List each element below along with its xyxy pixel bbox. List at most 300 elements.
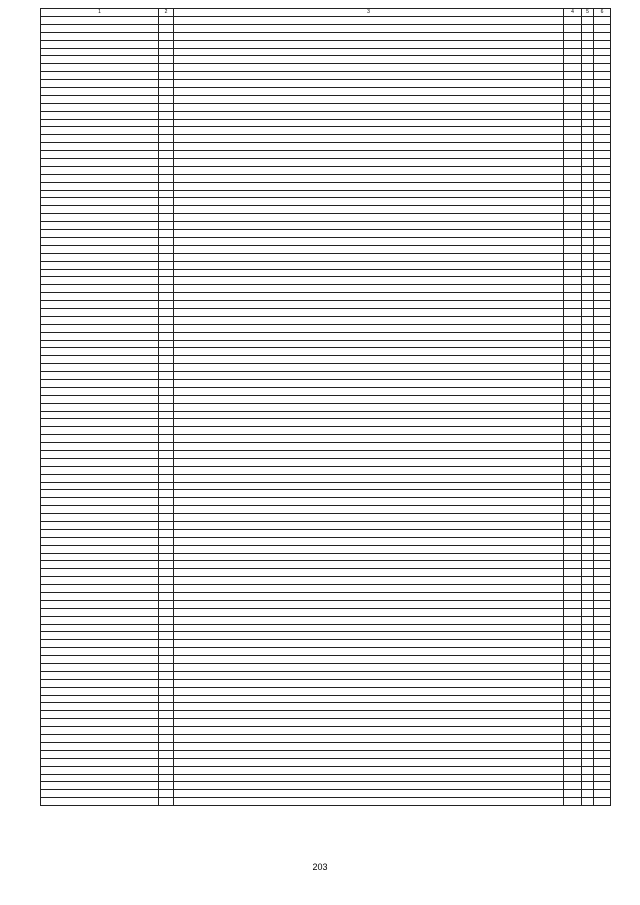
table-cell [159, 80, 174, 88]
table-cell [594, 245, 611, 253]
table-cell [41, 80, 159, 88]
table-cell [174, 253, 564, 261]
table-row [41, 293, 611, 301]
table-row [41, 119, 611, 127]
table-cell [564, 269, 582, 277]
table-cell [594, 364, 611, 372]
table-cell [159, 379, 174, 387]
table-cell [582, 664, 594, 672]
table-row [41, 490, 611, 498]
table-row [41, 687, 611, 695]
table-cell [41, 593, 159, 601]
table-cell [564, 206, 582, 214]
table-cell [564, 411, 582, 419]
table-cell [594, 237, 611, 245]
table-cell [174, 561, 564, 569]
table-cell [159, 95, 174, 103]
table-row [41, 88, 611, 96]
table-cell [564, 458, 582, 466]
table-row [41, 782, 611, 790]
table-cell [582, 703, 594, 711]
table-cell [594, 340, 611, 348]
table-row [41, 482, 611, 490]
table-cell [174, 727, 564, 735]
table-row [41, 577, 611, 585]
table-cell [582, 608, 594, 616]
table-cell [594, 174, 611, 182]
table-cell [564, 356, 582, 364]
table-row [41, 135, 611, 143]
table-row [41, 379, 611, 387]
table-cell [41, 24, 159, 32]
table-cell [174, 514, 564, 522]
table-cell [582, 356, 594, 364]
table-cell [174, 593, 564, 601]
table-row [41, 411, 611, 419]
table-cell [564, 293, 582, 301]
table-row [41, 348, 611, 356]
table-cell [564, 506, 582, 514]
table-cell [564, 561, 582, 569]
table-cell [582, 24, 594, 32]
table-cell [582, 261, 594, 269]
table-row [41, 671, 611, 679]
table-cell [159, 474, 174, 482]
table-cell [594, 135, 611, 143]
table-cell [564, 790, 582, 798]
table-cell [174, 474, 564, 482]
table-cell [582, 593, 594, 601]
table-cell [582, 735, 594, 743]
table-cell [41, 443, 159, 451]
table-cell [41, 198, 159, 206]
table-cell [564, 324, 582, 332]
table-cell [174, 403, 564, 411]
table-cell [564, 600, 582, 608]
table-cell [174, 553, 564, 561]
table-cell [564, 774, 582, 782]
table-row [41, 798, 611, 806]
table-cell [41, 277, 159, 285]
table-cell [159, 774, 174, 782]
table-cell [582, 695, 594, 703]
table-cell [174, 222, 564, 230]
table-cell [582, 364, 594, 372]
table-cell [159, 143, 174, 151]
table-cell [564, 593, 582, 601]
table-cell [41, 340, 159, 348]
table-cell [564, 735, 582, 743]
table-cell [564, 443, 582, 451]
table-cell [564, 103, 582, 111]
table-cell [594, 593, 611, 601]
table-cell [159, 395, 174, 403]
table-cell [582, 269, 594, 277]
table-cell [564, 616, 582, 624]
table-cell [159, 324, 174, 332]
table-cell [159, 174, 174, 182]
table-cell [594, 711, 611, 719]
table-cell [582, 64, 594, 72]
table-row [41, 632, 611, 640]
table-cell [594, 206, 611, 214]
table-cell [594, 648, 611, 656]
table-cell [594, 261, 611, 269]
table-cell [564, 450, 582, 458]
table-cell [582, 237, 594, 245]
table-cell [564, 17, 582, 25]
table-cell [582, 324, 594, 332]
table-cell [174, 395, 564, 403]
table-row [41, 529, 611, 537]
table-cell [582, 624, 594, 632]
table-cell [174, 687, 564, 695]
table-cell [41, 648, 159, 656]
table-cell [582, 119, 594, 127]
table-cell [41, 585, 159, 593]
table-cell [41, 482, 159, 490]
table-row [41, 95, 611, 103]
table-cell [41, 48, 159, 56]
table-cell [582, 72, 594, 80]
table-row [41, 356, 611, 364]
table-cell [174, 135, 564, 143]
table-row [41, 151, 611, 159]
table-cell [582, 482, 594, 490]
table-cell [41, 616, 159, 624]
table-row [41, 127, 611, 135]
table-cell [174, 379, 564, 387]
table-cell [41, 577, 159, 585]
table-cell [41, 522, 159, 530]
table-cell [41, 656, 159, 664]
table-cell [41, 387, 159, 395]
col-header: 2 [159, 9, 174, 17]
table-cell [564, 95, 582, 103]
table-cell [594, 24, 611, 32]
table-cell [174, 632, 564, 640]
table-cell [594, 119, 611, 127]
table-cell [41, 450, 159, 458]
table-cell [41, 127, 159, 135]
table-cell [159, 88, 174, 96]
table-row [41, 174, 611, 182]
table-cell [41, 529, 159, 537]
table-cell [159, 616, 174, 624]
table-cell [174, 166, 564, 174]
table-cell [564, 64, 582, 72]
table-cell [582, 790, 594, 798]
table-cell [174, 332, 564, 340]
table-cell [564, 679, 582, 687]
table-cell [582, 727, 594, 735]
table-cell [564, 632, 582, 640]
table-cell [564, 316, 582, 324]
table-cell [174, 293, 564, 301]
table-cell [174, 569, 564, 577]
table-cell [582, 206, 594, 214]
table-cell [159, 245, 174, 253]
table-cell [594, 490, 611, 498]
table-cell [41, 561, 159, 569]
table-cell [582, 719, 594, 727]
table-cell [564, 159, 582, 167]
table-cell [594, 308, 611, 316]
table-row [41, 48, 611, 56]
table-cell [594, 56, 611, 64]
table-row [41, 419, 611, 427]
table-cell [594, 695, 611, 703]
table-cell [582, 395, 594, 403]
table-row [41, 301, 611, 309]
table-row [41, 735, 611, 743]
table-cell [564, 514, 582, 522]
table-cell [594, 435, 611, 443]
table-cell [174, 458, 564, 466]
table-cell [159, 277, 174, 285]
table-cell [159, 316, 174, 324]
table-row [41, 450, 611, 458]
table-cell [594, 466, 611, 474]
table-cell [41, 159, 159, 167]
table-cell [159, 450, 174, 458]
table-cell [582, 798, 594, 806]
table-cell [159, 482, 174, 490]
table-cell [564, 703, 582, 711]
table-cell [594, 293, 611, 301]
table-cell [564, 214, 582, 222]
table-cell [564, 782, 582, 790]
table-cell [564, 656, 582, 664]
table-cell [41, 742, 159, 750]
table-row [41, 32, 611, 40]
table-row [41, 372, 611, 380]
table-cell [41, 466, 159, 474]
table-row [41, 553, 611, 561]
table-cell [174, 24, 564, 32]
table-cell [582, 17, 594, 25]
table-row [41, 24, 611, 32]
table-cell [582, 640, 594, 648]
table-row [41, 522, 611, 530]
table-cell [159, 230, 174, 238]
table-cell [159, 632, 174, 640]
table-cell [594, 703, 611, 711]
table-cell [594, 553, 611, 561]
table-cell [594, 474, 611, 482]
table-row [41, 403, 611, 411]
table-cell [564, 545, 582, 553]
table-cell [564, 695, 582, 703]
table-cell [41, 32, 159, 40]
table-cell [582, 774, 594, 782]
table-cell [159, 664, 174, 672]
table-cell [174, 48, 564, 56]
table-cell [174, 774, 564, 782]
table-cell [594, 450, 611, 458]
table-cell [159, 458, 174, 466]
table-cell [159, 648, 174, 656]
table-cell [594, 103, 611, 111]
table-cell [564, 490, 582, 498]
table-cell [41, 766, 159, 774]
table-cell [564, 435, 582, 443]
table-cell [174, 245, 564, 253]
table-cell [174, 443, 564, 451]
table-cell [41, 569, 159, 577]
table-cell [174, 490, 564, 498]
table-cell [594, 395, 611, 403]
table-cell [159, 135, 174, 143]
table-cell [582, 95, 594, 103]
table-row [41, 758, 611, 766]
table-cell [564, 48, 582, 56]
table-cell [594, 301, 611, 309]
col-header: 6 [594, 9, 611, 17]
table-cell [174, 387, 564, 395]
table-row [41, 261, 611, 269]
table-cell [594, 561, 611, 569]
table-cell [582, 151, 594, 159]
table-cell [582, 332, 594, 340]
table-cell [41, 632, 159, 640]
table-cell [564, 466, 582, 474]
table-row [41, 64, 611, 72]
table-cell [159, 48, 174, 56]
table-row [41, 703, 611, 711]
table-cell [564, 750, 582, 758]
table-cell [174, 498, 564, 506]
page-number: 203 [312, 862, 328, 872]
table-cell [41, 348, 159, 356]
table-row [41, 656, 611, 664]
table-cell [582, 166, 594, 174]
table-cell [564, 766, 582, 774]
table-cell [41, 403, 159, 411]
table-cell [174, 32, 564, 40]
table-cell [582, 222, 594, 230]
table-cell [594, 687, 611, 695]
table-cell [582, 427, 594, 435]
table-cell [564, 671, 582, 679]
table-cell [564, 364, 582, 372]
table-cell [159, 671, 174, 679]
table-cell [564, 664, 582, 672]
table-cell [159, 159, 174, 167]
table-cell [159, 782, 174, 790]
table-cell [582, 490, 594, 498]
table-row [41, 230, 611, 238]
table-row [41, 679, 611, 687]
table-cell [594, 679, 611, 687]
table-cell [174, 151, 564, 159]
table-cell [41, 798, 159, 806]
table-cell [174, 506, 564, 514]
table-cell [41, 600, 159, 608]
table-cell [594, 166, 611, 174]
table-row [41, 395, 611, 403]
table-cell [41, 17, 159, 25]
table-cell [564, 529, 582, 537]
table-cell [564, 24, 582, 32]
table-cell [564, 253, 582, 261]
table-cell [159, 285, 174, 293]
table-cell [159, 111, 174, 119]
table-cell [174, 545, 564, 553]
table-cell [582, 648, 594, 656]
table-cell [594, 632, 611, 640]
table-cell [159, 703, 174, 711]
table-cell [159, 545, 174, 553]
table-cell [564, 285, 582, 293]
table-cell [594, 537, 611, 545]
table-cell [174, 119, 564, 127]
table-cell [582, 308, 594, 316]
header-row [41, 9, 611, 17]
table-cell [159, 719, 174, 727]
table-cell [564, 308, 582, 316]
table-cell [594, 48, 611, 56]
table-row [41, 387, 611, 395]
table-cell [594, 482, 611, 490]
table-cell [41, 624, 159, 632]
table-cell [41, 316, 159, 324]
table-cell [582, 687, 594, 695]
table-row [41, 17, 611, 25]
table-cell [159, 624, 174, 632]
table-cell [564, 742, 582, 750]
table-cell [594, 356, 611, 364]
table-cell [41, 782, 159, 790]
table-cell [159, 308, 174, 316]
table-cell [594, 40, 611, 48]
table-cell [41, 435, 159, 443]
table-cell [159, 411, 174, 419]
table-cell [594, 727, 611, 735]
table-cell [159, 711, 174, 719]
table-cell [594, 348, 611, 356]
table-cell [564, 569, 582, 577]
table-cell [594, 798, 611, 806]
table-row [41, 40, 611, 48]
table-cell [174, 695, 564, 703]
table-cell [174, 230, 564, 238]
table-cell [159, 301, 174, 309]
table-cell [582, 506, 594, 514]
table-cell [159, 253, 174, 261]
table-cell [594, 285, 611, 293]
table-cell [564, 719, 582, 727]
table-cell [582, 435, 594, 443]
table-cell [159, 206, 174, 214]
table-cell [41, 135, 159, 143]
table-cell [582, 230, 594, 238]
table-row [41, 616, 611, 624]
table-cell [41, 545, 159, 553]
table-cell [582, 545, 594, 553]
table-cell [582, 522, 594, 530]
table-cell [41, 735, 159, 743]
table-cell [159, 166, 174, 174]
table-cell [594, 403, 611, 411]
table-cell [159, 387, 174, 395]
table-cell [564, 474, 582, 482]
table-row [41, 514, 611, 522]
table-cell [174, 790, 564, 798]
table-cell [174, 72, 564, 80]
table-cell [159, 127, 174, 135]
table-row [41, 435, 611, 443]
